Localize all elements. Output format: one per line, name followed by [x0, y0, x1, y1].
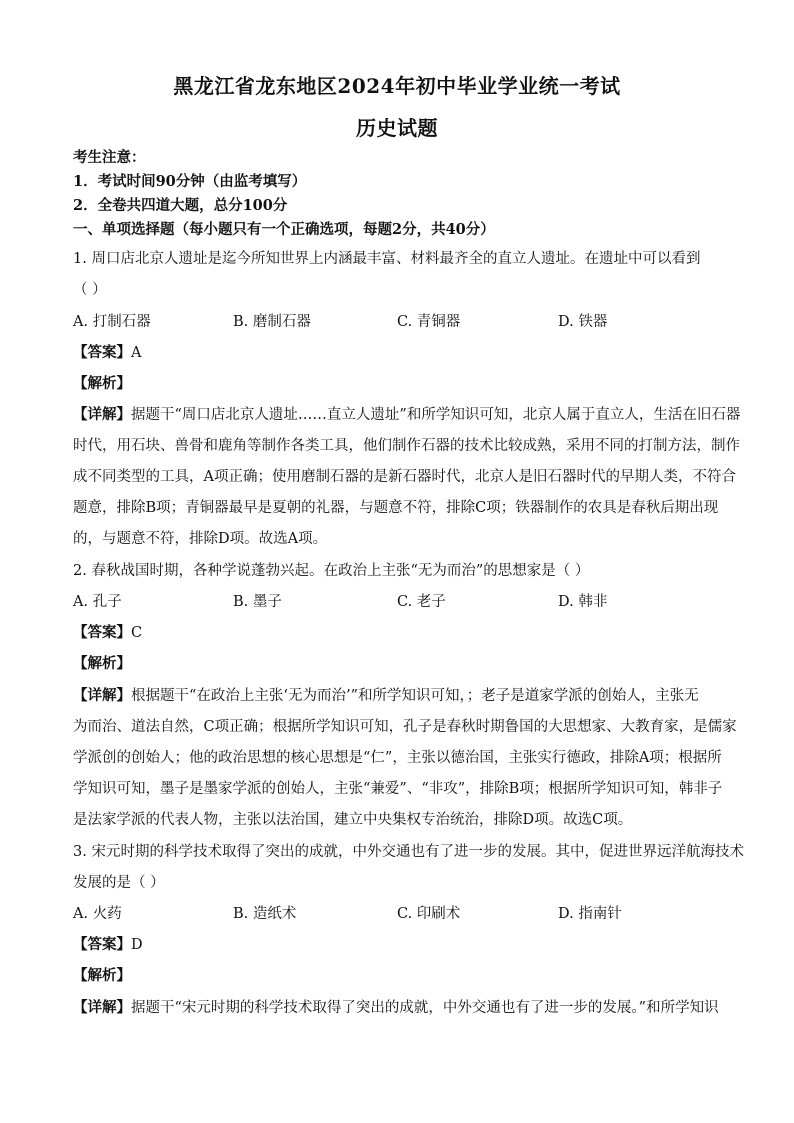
question-stem: 3. 宋元时期的科学技术取得了突出的成就，中外交通也有了进一步的发展。其中，促进世界远洋航海技术 [73, 844, 744, 860]
analysis-tag: 【解析】 [73, 967, 131, 984]
detail-text: 的，与题意不符，排除D项。故选A项。 [73, 531, 328, 547]
analysis-row [73, 374, 131, 394]
answer-value: A [131, 345, 142, 361]
notice-item: 2．全卷共四道大题，总分100分 [73, 197, 288, 214]
notice-label: 考生注意： [73, 149, 146, 166]
detail-text: 据题干“周口店北京人遗址……直立人遗址”和所学知识可知，北京人属于直立人，生活在旧石器 [131, 407, 741, 423]
option-c: C. 青铜器 [397, 314, 461, 330]
option-d: D. 指南针 [558, 906, 622, 922]
option-c: C. 印刷术 [397, 906, 461, 922]
detail-tag: 【详解】 [73, 999, 131, 1016]
detail-tag: 【详解】 [73, 406, 131, 423]
answer-tag: 【答案】 [73, 344, 131, 361]
answer-row [73, 935, 143, 955]
detail-text: 为而治、道法自然，C项正确；根据所学知识可知，孔子是春秋时期鲁国的大思想家、大教育家，是儒家 [73, 719, 737, 735]
question-stem: （ ） [73, 282, 107, 298]
detail-text: 是法家学派的代表人物，主张以法治国，建立中央集权专治统治，排除D项。故选C项。 [73, 812, 633, 828]
page-subtitle: 历史试题 [356, 116, 438, 140]
detail-text: 据题干“宋元时期的科学技术取得了突出的成就，中外交通也有了进一步的发展。”和所学知识 [131, 1000, 719, 1016]
detail-text: 学知识可知，墨子是墨家学派的创始人，主张“兼爱”、“非攻”，排除B项；根据所学知识可知，韩非子 [73, 781, 723, 797]
question-stem: 1. 周口店北京人遗址是迄今所知世界上内涵最丰富、材料最齐全的直立人遗址。在遗址中可以看到 [73, 251, 701, 267]
answer-tag: 【答案】 [73, 624, 131, 641]
option-b: B. 磨制石器 [233, 314, 311, 330]
answer-row [73, 343, 141, 363]
analysis-tag: 【解析】 [73, 655, 131, 672]
detail-text: 根据题干“在政治上主张‘无为而治’”和所学知识可知，；老子是道家学派的创始人，主张无 [131, 688, 699, 704]
analysis-tag: 【解析】 [73, 375, 131, 392]
detail-tag: 【详解】 [73, 687, 131, 704]
detail-text: 题意，排除B项；青铜器最早是夏朝的礼器，与题意不符，排除C项；铁器制作的农具是春秋后期出现 [73, 500, 719, 516]
detail-row [73, 998, 719, 1018]
detail-row [73, 405, 740, 425]
option-a: A. 孔子 [73, 594, 122, 610]
option-b: B. 墨子 [233, 594, 282, 610]
detail-row [73, 686, 699, 706]
option-d: D. 铁器 [558, 314, 608, 330]
answer-row [73, 623, 142, 643]
option-d: D. 韩非 [558, 594, 608, 610]
analysis-row [73, 966, 131, 986]
section-heading: 一、单项选择题（每小题只有一个正确选项，每题2分，共40分） [73, 221, 495, 238]
page-title: 黑龙江省龙东地区2024年初中毕业学业统一考试 [173, 74, 621, 98]
answer-value: C [131, 625, 143, 641]
detail-text: 时代，用石块、兽骨和鹿角等制作各类工具，他们制作石器的技术比较成熟，采用不同的打制方法，制作 [73, 438, 740, 454]
option-a: A. 火药 [73, 906, 122, 922]
option-a: A. 打制石器 [73, 314, 151, 330]
question-stem: 发展的是（ ） [73, 875, 165, 891]
option-c: C. 老子 [397, 594, 446, 610]
detail-text: 学派创的创始人；他的政治思想的核心思想是“仁”，主张以德治国，主张实行德政，排除A项；根据所 [73, 750, 722, 766]
analysis-row [73, 654, 131, 674]
answer-value: D [131, 937, 143, 953]
answer-tag: 【答案】 [73, 936, 131, 953]
detail-text: 成不同类型的工具，A项正确；使用磨制石器的是新石器时代，北京人是旧石器时代的早期人类，不符合 [73, 469, 736, 485]
option-b: B. 造纸术 [233, 906, 297, 922]
question-stem: 2. 春秋战国时期，各种学说蓬勃兴起。在政治上主张“无为而治”的思想家是（ ） [73, 563, 590, 579]
notice-item: 1．考试时间90分钟（由监考填写） [73, 173, 307, 190]
